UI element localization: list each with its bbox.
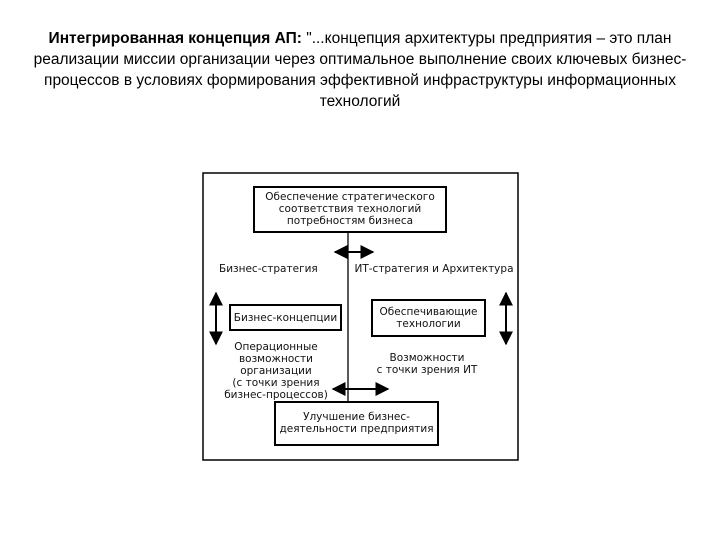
right-box-line-1: Обеспечивающие [379, 306, 478, 318]
title-bold: Интегрированная концепция АП: [48, 30, 302, 47]
bottom-box-line-1: Улучшение бизнес- [303, 411, 410, 423]
right-desc-line-2: с точки зрения ИТ [376, 364, 478, 376]
top-box-line-1: Обеспечение стратегического [265, 191, 435, 203]
right-description [368, 352, 486, 376]
left-description [208, 341, 344, 401]
right-box-line-2: технологии [396, 318, 461, 330]
left-heading: Бизнес-стратегия [219, 263, 318, 275]
bottom-box-line-2: деятельности предприятия [279, 423, 434, 435]
top-box-line-3: потребностям бизнеса [286, 215, 414, 227]
top-box-label [256, 191, 444, 227]
bottom-box-label [277, 411, 436, 435]
left-desc-line-4: бизнес-процессов) [224, 389, 328, 401]
right-heading: ИТ-стратегия и Архитектура [354, 263, 514, 275]
left-desc-line-2: возможности организации [238, 353, 313, 377]
left-box-label: Бизнес-концепции [233, 312, 338, 324]
top-box-line-2: соответствия технологий [278, 203, 422, 215]
left-desc-line-1: Операционные [234, 341, 318, 353]
left-desc-line-3: (с точки зрения [232, 377, 320, 389]
right-desc-line-1: Возможности [389, 352, 465, 364]
title-text: "...концепция архитектуры предприятия – это план реализации миссии организации через оптимальное выполнение своих ключевых бизнес-процессов в условиях формирования эффективной инфраструктуры информационных технологий [33, 30, 687, 110]
right-box-label [374, 306, 483, 330]
